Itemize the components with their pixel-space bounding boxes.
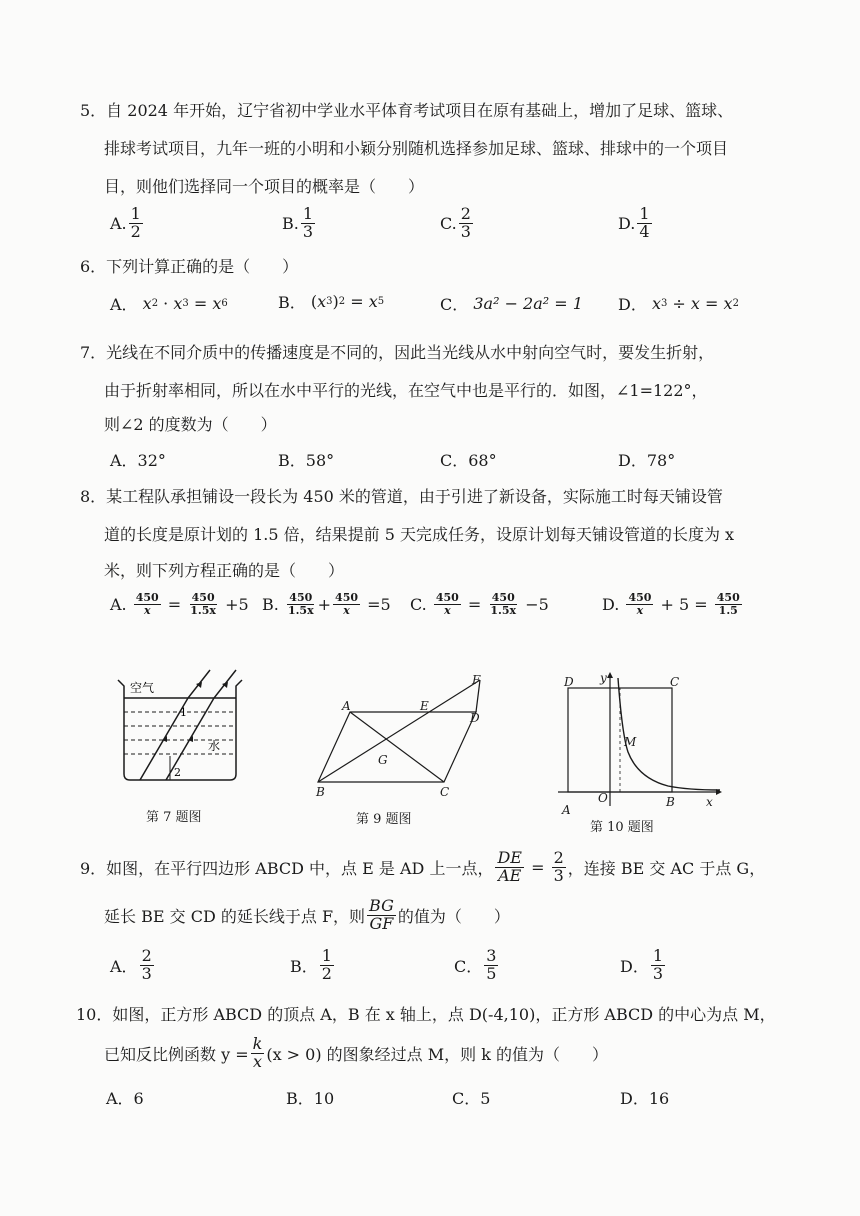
q8-line-2: 道的长度是原计划的 1.5 倍，结果提前 5 天完成任务，设原计划每天铺设管道的长度为 x: [104, 525, 735, 544]
figure-9-parallelogram: [312, 668, 492, 798]
q8-line-3: 米，则下列方程正确的是（ ）: [104, 561, 345, 580]
q5-option-d[interactable]: D. $\frac{1}{4}$: [618, 204, 650, 241]
fig9-label-b: B: [316, 785, 325, 798]
q5-option-c[interactable]: C. $\frac{2}{3}$: [440, 204, 471, 241]
q5-line-1: 5．自 2024 年开始，辽宁省初中学业水平体育考试项目在原有基础上，增加了足球、篮球、: [80, 101, 734, 120]
q7-line-3: 则∠2 的度数为（ ）: [104, 415, 277, 434]
q8-line-1: 8．某工程队承担铺设一段长为 450 米的管道，由于引进了新设备，实际施工时每天铺设管: [80, 487, 723, 506]
q5-option-b[interactable]: B. $\frac{1}{3}$: [282, 204, 314, 241]
fig10-label-b: B: [666, 795, 675, 809]
q9-option-d[interactable]: D． $\frac{1}{3}$: [620, 946, 664, 983]
q7-option-b[interactable]: B．58°: [278, 451, 335, 470]
q6-option-c[interactable]: C． 3a² − 2a² = 1: [440, 294, 583, 314]
fig10-label-c: C: [670, 675, 680, 689]
fig10-label-d: D: [564, 675, 574, 689]
q8-option-d[interactable]: D. $\frac{450}{x}$ + 5 = $\frac{450}{1.5}$: [602, 591, 740, 617]
fig7-angle-2: 2: [174, 766, 181, 779]
q8-option-a[interactable]: A. $\frac{450}{x}$ = $\frac{450}{1.5x}$ +5: [110, 591, 249, 617]
q9-line-1: 9．如图，在平行四边形 ABCD 中，点 E 是 AD 上一点， $\frac{DE}{AE}$ = $\frac{2}{3}$ ，连接 BE 交 AC 于点 G，: [80, 848, 766, 885]
fig9-label-d: D: [470, 711, 480, 725]
q10-option-d[interactable]: D．16: [620, 1089, 670, 1108]
fig9-label-a: A: [342, 699, 351, 713]
q6-option-b[interactable]: B． ( x 3 ) 2 = x 5: [278, 292, 385, 312]
fig10-label-m: M: [624, 735, 637, 749]
figure-10-caption: 第 10 题图: [590, 820, 654, 835]
fig7-angle-1: 1: [180, 706, 187, 719]
q6-option-d[interactable]: D． x 3 ÷ x = x 2: [618, 294, 739, 314]
fig10-label-x: x: [706, 795, 713, 809]
q5-option-a[interactable]: A. $\frac{1}{2}$: [110, 204, 141, 241]
q10-line-1: 10．如图，正方形 ABCD 的顶点 A，B 在 x 轴上，点 D(-4,10)，正方形 ABCD 的中心为点 M，: [76, 1005, 776, 1024]
q9-option-a[interactable]: A． $\frac{2}{3}$: [110, 946, 152, 983]
fig10-label-a: A: [562, 803, 571, 817]
figure-7-caption: 第 7 题图: [146, 810, 202, 825]
q10-option-c[interactable]: C．5: [452, 1089, 491, 1108]
q7-option-c[interactable]: C．68°: [440, 451, 497, 470]
q9-option-b[interactable]: B． $\frac{1}{2}$: [290, 946, 332, 983]
figure-10-square-hyperbola: [558, 668, 724, 818]
q9-line-2: 延长 BE 交 CD 的延长线于点 F，则 $\frac{BG}{GF}$ 的值为（ ）: [104, 896, 510, 933]
figure-7-beaker: [110, 668, 250, 788]
fig9-label-e: E: [420, 699, 429, 713]
q6-option-a[interactable]: A． x 2 · x 3 = x 6: [110, 294, 228, 314]
figure-9-caption: 第 9 题图: [356, 812, 412, 827]
fig7-water-label: 水: [208, 739, 221, 753]
q7-option-d[interactable]: D．78°: [618, 451, 676, 470]
q5-line-2: 排球考试项目，九年一班的小明和小颖分别随机选择参加足球、篮球、排球中的一个项目: [104, 139, 729, 158]
fig9-label-f: F: [472, 673, 481, 687]
q7-line-2: 由于折射率相同，所以在水中平行的光线，在空气中也是平行的．如图，∠1=122°，: [104, 381, 708, 400]
q10-option-b[interactable]: B．10: [286, 1089, 335, 1108]
fig10-label-o: O: [598, 791, 608, 805]
fig9-label-c: C: [440, 785, 450, 798]
q6-stem: 6．下列计算正确的是（ ）: [80, 257, 299, 276]
q7-line-1: 7．光线在不同介质中的传播速度是不同的，因此当光线从水中射向空气时，要发生折射，: [80, 343, 715, 362]
q5-line-3: 目，则他们选择同一个项目的概率是（ ）: [104, 177, 425, 196]
fig7-air-label: 空气: [130, 681, 155, 695]
q9-option-c[interactable]: C． $\frac{3}{5}$: [454, 946, 497, 983]
fig10-label-y: y: [600, 671, 607, 685]
q10-option-a[interactable]: A．6: [106, 1089, 144, 1108]
fig9-label-g: G: [378, 753, 388, 767]
q8-option-b[interactable]: B. $\frac{450}{1.5x}$ + $\frac{450}{x}$ =5: [262, 591, 391, 617]
q10-line-2: 已知反比例函数 y = $\frac{k}{x}$ (x > 0) 的图象经过点 M，则 k 的值为（ ）: [104, 1034, 609, 1071]
q7-option-a[interactable]: A．32°: [110, 451, 166, 470]
q8-option-c[interactable]: C. $\frac{450}{x}$ = $\frac{450}{1.5x}$ −5: [410, 591, 549, 617]
